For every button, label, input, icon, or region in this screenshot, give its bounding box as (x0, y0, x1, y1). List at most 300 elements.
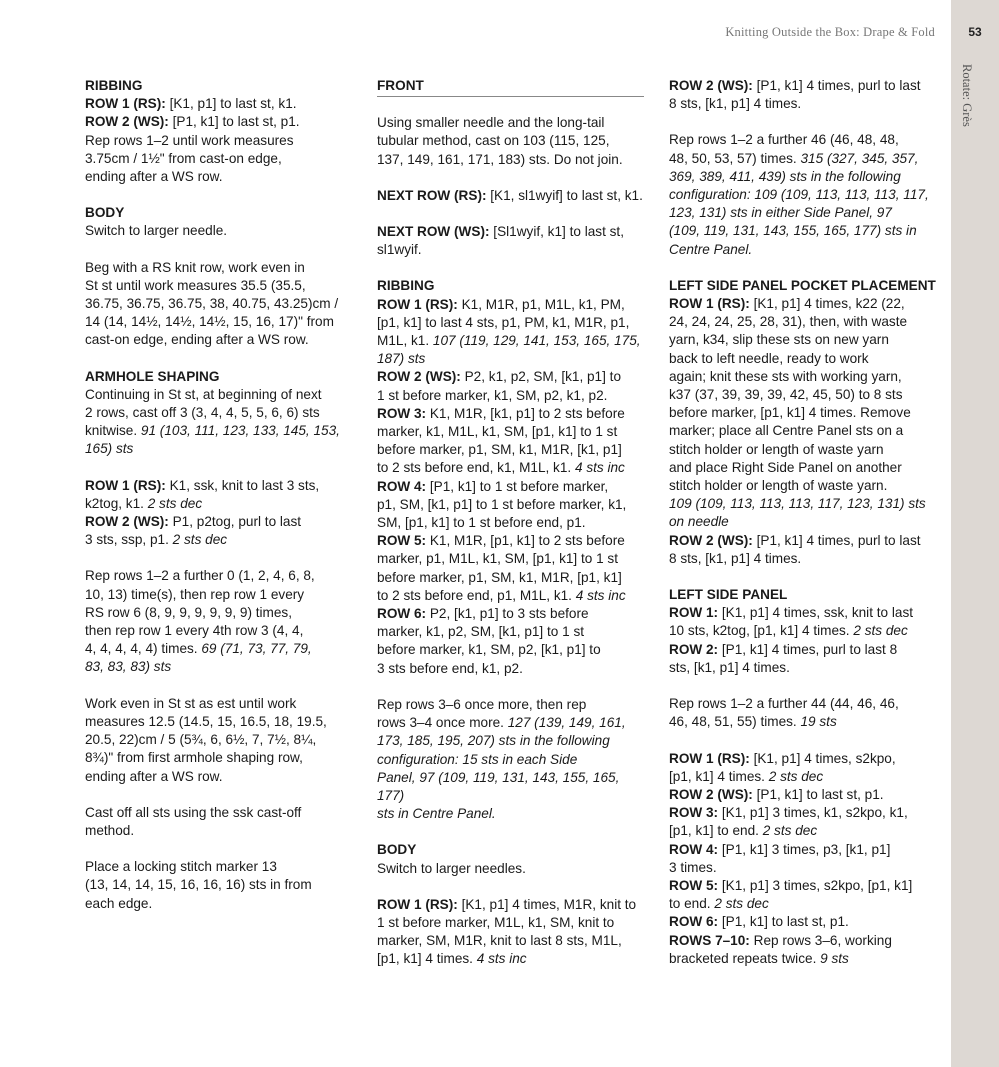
text-block (85, 77, 355, 186)
instruction-text: 3.75cm / 1½" from cast-on edge, (85, 150, 282, 166)
text-line (85, 150, 355, 168)
text-line (669, 786, 941, 804)
bold-label: ROW 2 (WS): (669, 786, 753, 802)
instruction-text: [P1, k1] to 1 st before marker, (426, 478, 609, 494)
text-line (85, 313, 355, 331)
instruction-text: Work even in St st as est until work (85, 695, 297, 711)
text-block (85, 695, 355, 786)
instruction-text: [K1, p1] 4 times, ssk, knit to last (718, 605, 914, 621)
instruction-text: tubular method, cast on 103 (115, 125, (377, 133, 610, 149)
text-line (377, 860, 644, 878)
text-block (377, 114, 644, 169)
text-line (669, 441, 941, 459)
text-line (669, 550, 941, 568)
instruction-text: stitch holder or length of waste yarn. (669, 478, 888, 494)
italic-count: 69 (71, 73, 77, 79, (201, 641, 312, 657)
italic-count: 9 sts (820, 950, 849, 966)
bold-label: ROW 6: (669, 914, 719, 930)
text-line (669, 804, 941, 822)
instruction-text: [P1, k1] to last st, p1. (168, 114, 300, 130)
text-line (377, 914, 644, 932)
text-line (377, 296, 644, 314)
italic-count: 2 sts dec (853, 623, 908, 639)
text-line (669, 204, 941, 222)
italic-count: 127 (139, 149, 161, (507, 715, 626, 731)
instruction-text: RS row 6 (8, 9, 9, 9, 9, 9, 9) times, (85, 604, 293, 620)
instruction-text: to 2 sts before end, k1, M1L, k1. (377, 460, 575, 476)
text-block (377, 896, 644, 969)
text-block (377, 277, 644, 677)
text-block (669, 750, 941, 968)
text-block (377, 223, 644, 259)
bold-label: ROW 6: (377, 606, 427, 622)
bold-label: BODY (85, 205, 125, 221)
text-line (377, 569, 644, 587)
text-block (377, 841, 644, 877)
text-block (669, 131, 941, 258)
instruction-text: measures 12.5 (14.5, 15, 16.5, 18, 19.5, (85, 713, 327, 729)
text-line (85, 204, 355, 222)
instruction-text: marker; place all Centre Panel sts on a (669, 423, 904, 439)
text-line (85, 259, 355, 277)
text-block (85, 858, 355, 913)
text-line (669, 131, 941, 149)
instruction-text: ending after a WS row. (85, 768, 223, 784)
text-block (669, 77, 941, 113)
instruction-text: [K1, p1] 3 times, s2kpo, [p1, k1] (718, 877, 913, 893)
instruction-text: [P1, k1] 4 times, purl to last 8 (718, 641, 898, 657)
text-line (377, 732, 644, 750)
text-line (85, 295, 355, 313)
italic-count: 2 sts dec (147, 495, 203, 511)
text-line (377, 114, 644, 132)
text-line (377, 387, 644, 405)
text-line (85, 404, 355, 422)
instruction-text: St st until work measures 35.5 (35.5, (85, 277, 306, 293)
text-line (669, 932, 941, 950)
instruction-text: K1, M1R, [k1, p1] to 2 sts before (426, 405, 625, 421)
text-line (669, 604, 941, 622)
bold-label: RIBBING (85, 78, 143, 93)
column-1 (85, 77, 355, 931)
text-line (669, 313, 941, 331)
bold-label: ROW 4: (669, 841, 719, 857)
text-line (377, 514, 644, 532)
page-number: 53 (968, 25, 982, 39)
instruction-text: K1, ssk, knit to last 3 sts, (165, 477, 320, 493)
text-line (377, 332, 644, 350)
bold-label: ROW 4: (377, 478, 427, 494)
text-block (377, 696, 644, 823)
instruction-text: marker, k1, p2, SM, [k1, p1] to 1 st (377, 624, 585, 640)
text-line (669, 713, 941, 731)
text-line (377, 641, 644, 659)
instruction-text: [p1, k1] 4 times. (669, 768, 769, 784)
bold-label: ROW 3: (669, 805, 719, 821)
instruction-text: [K1, p1] 4 times, k22 (22, (749, 296, 905, 312)
instruction-text: bracketed repeats twice. (669, 950, 821, 966)
text-line (377, 423, 644, 441)
instruction-text: then rep row 1 every 4th row 3 (4, 4, (85, 623, 304, 639)
italic-count: 173, 185, 195, 207) sts in the following (377, 733, 610, 749)
bold-label: ROW 1 (RS): (669, 296, 750, 312)
text-line (669, 495, 941, 513)
text-line (85, 531, 355, 549)
bold-label: LEFT SIDE PANEL (669, 587, 788, 603)
text-line (377, 751, 644, 769)
bold-label: RIBBING (377, 278, 435, 294)
bold-label: ROW 1 (RS): (85, 96, 166, 112)
text-line (377, 950, 644, 968)
text-line (669, 659, 941, 677)
italic-count: on needle (669, 514, 729, 530)
bold-label: ROW 1 (RS): (377, 896, 458, 912)
bold-label: ROW 1 (RS): (377, 296, 458, 312)
text-line (85, 331, 355, 349)
instruction-text: 8¾)" from first armhole shaping row, (85, 750, 303, 766)
italic-count: configuration: 109 (109, 113, 113, 113, 117, (669, 187, 929, 203)
text-line (669, 750, 941, 768)
instruction-text: (13, 14, 14, 15, 16, 16, 16) sts in from (85, 877, 312, 893)
italic-count: 315 (327, 345, 357, (800, 150, 919, 166)
text-line (377, 151, 644, 169)
instruction-text: [K1, p1] to last st, k1. (165, 96, 297, 112)
instruction-text: [P1, k1] 3 times, p3, [k1, p1] (718, 841, 891, 857)
italic-count: sts in Centre Panel. (377, 806, 496, 822)
text-line (377, 660, 644, 678)
instruction-text: cast-on edge, ending after a WS row. (85, 332, 309, 348)
text-line (377, 241, 644, 259)
text-line (377, 441, 644, 459)
instruction-text: sts, [k1, p1] 4 times. (669, 659, 790, 675)
text-line (85, 168, 355, 186)
side-tab-band (951, 0, 999, 1067)
text-line (85, 567, 355, 585)
bold-label: NEXT ROW (WS): (377, 224, 490, 240)
italic-count: 2 sts dec (768, 768, 824, 784)
bold-label: ROW 3: (377, 405, 427, 421)
text-block (85, 477, 355, 550)
text-block (85, 259, 355, 350)
italic-count: 187) sts (377, 351, 426, 367)
italic-count: 107 (119, 129, 141, 153, 165, 175, (432, 333, 641, 349)
text-line (85, 768, 355, 786)
instruction-text: p1, SM, [k1, p1] to 1 st before marker, k1, (377, 496, 627, 512)
text-line (85, 731, 355, 749)
text-line (669, 877, 941, 895)
text-line (669, 186, 941, 204)
bold-label: NEXT ROW (RS): (377, 187, 487, 203)
bold-label: BODY (377, 842, 417, 858)
instruction-text: P2, k1, p2, SM, [k1, p1] to (460, 369, 622, 385)
text-line (85, 876, 355, 894)
bold-label: ROW 1 (RS): (85, 477, 166, 493)
instruction-text: 8 sts, [k1, p1] 4 times. (669, 550, 802, 566)
instruction-text: Rep rows 1–2 a further 0 (1, 2, 4, 6, 8, (85, 568, 315, 584)
text-line (377, 496, 644, 514)
instruction-text: and place Right Side Panel on another (669, 459, 902, 475)
bold-label: ROW 2: (669, 641, 719, 657)
text-block (669, 277, 941, 568)
instruction-text: [K1, sl1wyif] to last st, k1. (486, 187, 643, 203)
text-line (669, 386, 941, 404)
italic-count: 109 (109, 113, 113, 113, 117, 123, 131) sts (669, 496, 926, 512)
text-line (669, 222, 941, 240)
bold-label: FRONT (377, 78, 424, 93)
italic-count: 2 sts dec (762, 823, 818, 839)
running-header: Knitting Outside the Box: Drape & Fold (725, 25, 935, 39)
text-block (669, 586, 941, 677)
text-line (669, 695, 941, 713)
italic-count: 4 sts inc (574, 460, 625, 476)
text-line (85, 604, 355, 622)
bold-label: ROW 2 (WS): (377, 369, 461, 385)
instruction-text: Switch to larger needles. (377, 860, 526, 876)
column-3 (669, 77, 941, 986)
instruction-text: before marker, p1, SM, k1, M1R, [p1, k1] (377, 569, 622, 585)
instruction-text: knitwise. (85, 423, 141, 439)
instruction-text: Rep rows 1–2 a further 46 (46, 48, 48, (669, 132, 899, 148)
text-line (85, 586, 355, 604)
bold-label: ROW 5: (669, 877, 719, 893)
instruction-text: Using smaller needle and the long-tail (377, 115, 605, 131)
instruction-text: [p1, k1] 4 times. (377, 951, 477, 967)
text-line (669, 477, 941, 495)
bold-label: ROW 2 (WS): (85, 114, 169, 130)
bold-label: ROW 1 (RS): (669, 750, 750, 766)
instruction-text: k2tog, k1. (85, 495, 148, 511)
text-line (85, 895, 355, 913)
instruction-text: Continuing in St st, at beginning of next (85, 386, 322, 402)
instruction-text: marker, p1, M1L, k1, SM, [p1, k1] to 1 st (377, 551, 619, 567)
text-line (85, 477, 355, 495)
instruction-text: k37 (37, 39, 39, 39, 42, 45, 50) to 8 sts (669, 387, 903, 403)
text-block (85, 368, 355, 459)
bold-label: ROW 2 (WS): (85, 514, 169, 530)
instruction-text: 36.75, 36.75, 36.75, 38, 40.75, 43.25)cm / (85, 296, 339, 312)
text-line (669, 913, 941, 931)
text-line (85, 95, 355, 113)
instruction-text: [K1, p1] 4 times, M1R, knit to (457, 896, 637, 912)
instruction-text: 48, 50, 53, 57) times. (669, 150, 801, 166)
text-line (669, 513, 941, 531)
instruction-text: Rep rows 1–2 a further 44 (44, 46, 46, (669, 696, 899, 712)
italic-count: 19 sts (800, 714, 837, 730)
text-line (85, 658, 355, 676)
text-block (85, 804, 355, 840)
bold-label: ROW 1: (669, 605, 719, 621)
instruction-text: yarn, k34, slip these sts on new yarn (669, 332, 889, 348)
text-line (669, 895, 941, 913)
text-line (669, 331, 941, 349)
text-line (377, 368, 644, 386)
text-line (85, 113, 355, 131)
instruction-text: before marker, p1, SM, k1, M1R, [k1, p1] (377, 442, 622, 458)
text-line (377, 587, 644, 605)
text-line (377, 277, 644, 295)
text-block (377, 187, 644, 205)
instruction-text: Cast off all sts using the ssk cast-off (85, 804, 302, 820)
text-line (85, 804, 355, 822)
text-line (85, 495, 355, 513)
text-line (85, 622, 355, 640)
instruction-text: 1 st before marker, M1L, k1, SM, knit to (377, 914, 615, 930)
text-line (377, 405, 644, 423)
instruction-text: 20.5, 22)cm / 5 (5¾, 6, 6½, 7, 7½, 8¼, (85, 732, 317, 748)
instruction-text: [K1, p1] 4 times, s2kpo, (749, 750, 896, 766)
text-line (669, 277, 941, 295)
text-line (669, 368, 941, 386)
text-line (669, 350, 941, 368)
bold-label: ARMHOLE SHAPING (85, 368, 220, 384)
text-line (377, 314, 644, 332)
instruction-text: method. (85, 822, 135, 838)
text-line (85, 222, 355, 240)
text-line (669, 586, 941, 604)
instruction-text: before marker, [p1, k1] 4 times. Remove (669, 405, 911, 421)
italic-count: 2 sts dec (172, 532, 228, 548)
text-line (85, 640, 355, 658)
text-line (377, 841, 644, 859)
instruction-text: 46, 48, 51, 55) times. (669, 714, 801, 730)
text-line (669, 768, 941, 786)
text-line (377, 932, 644, 950)
italic-count: (109, 119, 131, 143, 155, 165, 177) sts in (669, 223, 917, 239)
text-line (377, 223, 644, 241)
text-line (669, 459, 941, 477)
instruction-text: back to left needle, ready to work (669, 350, 869, 366)
italic-count: 369, 389, 411, 439) sts in the following (669, 168, 901, 184)
instruction-text: Rep rows 1–2 until work measures (85, 132, 294, 148)
text-line (377, 132, 644, 150)
text-line (85, 277, 355, 295)
text-block (85, 567, 355, 676)
text-line (377, 532, 644, 550)
italic-count: 165) sts (85, 441, 134, 457)
instruction-text: Rep rows 3–6, working (749, 932, 892, 948)
text-block (85, 204, 355, 240)
text-line (85, 440, 355, 458)
instruction-text: 10, 13) time(s), then rep row 1 every (85, 586, 305, 602)
text-line (377, 696, 644, 714)
text-line (85, 695, 355, 713)
instruction-text: Place a locking stitch marker 13 (85, 859, 277, 875)
instruction-text: [P1, k1] 4 times, purl to last (752, 78, 921, 93)
instruction-text: [Sl1wyif, k1] to last st, (489, 224, 624, 240)
text-line (85, 513, 355, 531)
text-line (85, 713, 355, 731)
instruction-text: 3 sts, ssp, p1. (85, 532, 173, 548)
text-line (669, 95, 941, 113)
instruction-text: 3 times. (669, 859, 717, 875)
italic-count: 91 (103, 111, 123, 133, 145, 153, (140, 423, 340, 439)
text-line (669, 295, 941, 313)
instruction-text: [K1, p1] 3 times, k1, s2kpo, k1, (718, 805, 908, 821)
instruction-text: 8 sts, [k1, p1] 4 times. (669, 96, 802, 112)
italic-count: configuration: 15 sts in each Side (377, 751, 578, 767)
instruction-text: 1 st before marker, k1, SM, p2, k1, p2. (377, 387, 608, 403)
text-line (85, 822, 355, 840)
text-line (377, 350, 644, 368)
italic-count: Centre Panel. (669, 241, 753, 257)
text-line (377, 605, 644, 623)
instruction-text: 14 (14, 14½, 14½, 14½, 15, 16, 17)" from (85, 314, 334, 330)
text-line (669, 641, 941, 659)
text-line (85, 368, 355, 386)
text-line (377, 623, 644, 641)
text-line (85, 422, 355, 440)
instruction-text: [P1, k1] to last st, p1. (718, 914, 849, 930)
instruction-text: M1L, k1. (377, 333, 433, 349)
instruction-text: [P1, k1] to last st, p1. (752, 786, 884, 802)
italic-count: 83, 83, 83) sts (85, 659, 172, 675)
instruction-text: marker, k1, M1L, k1, SM, [p1, k1] to 1 st (377, 424, 618, 440)
instruction-text: ending after a WS row. (85, 169, 223, 185)
instruction-text: to end. (669, 896, 715, 912)
instruction-text: 10 sts, k2tog, [p1, k1] 4 times. (669, 623, 854, 639)
side-section-label: Rotate: Grès (960, 64, 974, 127)
instruction-text: rows 3–4 once more. (377, 715, 508, 731)
bold-label: ROW 2 (WS): (669, 532, 753, 548)
instruction-text: again; knit these sts with working yarn, (669, 368, 902, 384)
instruction-text: K1, M1R, p1, M1L, k1, PM, (457, 296, 625, 312)
instruction-text: marker, SM, M1R, knit to last 8 sts, M1L, (377, 933, 622, 949)
instruction-text: before marker, k1, SM, p2, [k1, p1] to (377, 642, 601, 658)
instruction-text: Rep rows 3–6 once more, then rep (377, 696, 587, 712)
text-line (85, 386, 355, 404)
text-line (669, 822, 941, 840)
text-line (669, 950, 941, 968)
text-line (669, 841, 941, 859)
instruction-text: 2 rows, cast off 3 (3, 4, 4, 5, 5, 6, 6) sts (85, 405, 320, 421)
instruction-text: K1, M1R, [p1, k1] to 2 sts before (426, 533, 625, 549)
instruction-text: Switch to larger needle. (85, 223, 228, 239)
instruction-text: [p1, k1] to last 4 sts, p1, PM, k1, M1R, p1, (377, 314, 630, 330)
text-line (377, 769, 644, 805)
text-line (377, 187, 644, 205)
instruction-text: P1, p2tog, purl to last (168, 514, 302, 530)
text-line (377, 896, 644, 914)
instruction-text: Beg with a RS knit row, work even in (85, 259, 305, 275)
instruction-text: 4, 4, 4, 4, 4) times. (85, 641, 202, 657)
text-line (377, 550, 644, 568)
text-line (377, 77, 644, 95)
instruction-text: each edge. (85, 895, 153, 911)
instruction-text: [P1, k1] 4 times, purl to last (752, 532, 921, 548)
text-line (669, 168, 941, 186)
bold-label: ROW 2 (WS): (669, 78, 753, 93)
italic-count: 2 sts dec (714, 896, 769, 912)
bold-label: ROW 5: (377, 533, 427, 549)
text-line (669, 150, 941, 168)
bold-label: ROWS 7–10: (669, 932, 750, 948)
text-line (377, 805, 644, 823)
text-line (85, 858, 355, 876)
italic-count: Panel, 97 (109, 119, 131, 143, 155, 165, 177) (377, 769, 620, 803)
italic-count: 4 sts inc (476, 951, 527, 967)
instruction-text: [p1, k1] to end. (669, 823, 763, 839)
column-2 (377, 77, 644, 987)
text-line (85, 77, 355, 95)
italic-count: 123, 131) sts in either Side Panel, 97 (669, 205, 892, 221)
instruction-text: to 2 sts before end, p1, M1L, k1. (377, 587, 576, 603)
instruction-text: sl1wyif. (377, 242, 422, 258)
text-line (85, 749, 355, 767)
text-line (85, 132, 355, 150)
instruction-text: stitch holder or length of waste yarn (669, 441, 884, 457)
instruction-text: 3 sts before end, k1, p2. (377, 660, 523, 676)
bold-label: LEFT SIDE PANEL POCKET PLACEMENT (669, 277, 936, 293)
